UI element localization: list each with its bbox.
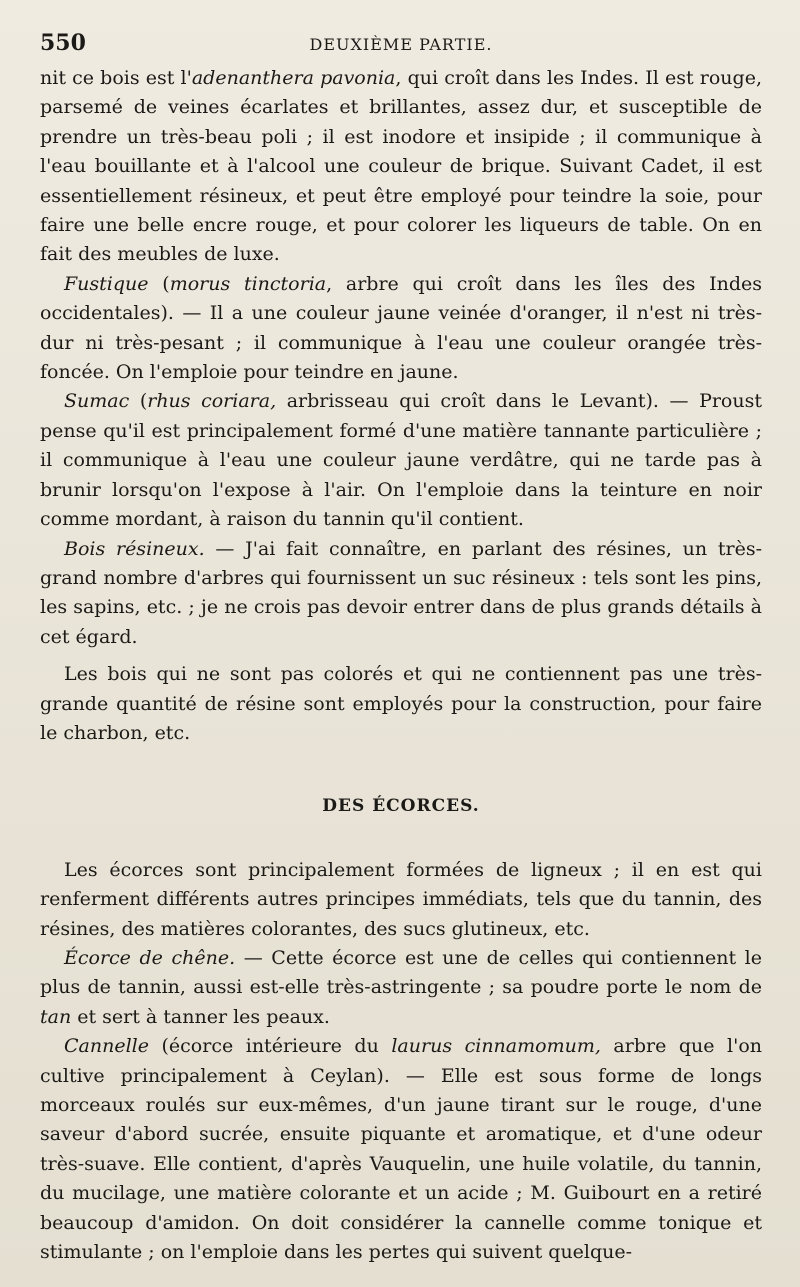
running-head: [40, 30, 762, 64]
text-run: arbre que l'on cultive principalement à Ceylan). — Elle est sous forme de longs morceaux roulés sur eux-mêmes, d'un jaune tirant sur le rouge, d'une saveur d'abord sucrée, ensuite piquante et aromatique, et d'une odeur très-suave. Elle contient, d'après Vauquelin, une huile volatile, du tannin, du mucilage, une matière colorante et un acide ; M. Guibourt en a retiré beaucoup d'amidon. On doit considérer la cannelle comme tonique et stimulante ; on l'emploie dans les pertes qui suivent quelque-: [40, 1035, 762, 1264]
entry-term: Sumac: [64, 390, 130, 413]
paragraph-bois-resineux: [40, 535, 762, 653]
species-name: adenanthera pavonia: [191, 67, 396, 89]
section-heading: DES ÉCORCES.: [322, 796, 480, 817]
text-run: Les bois qui ne sont pas colorés et qui ne contiennent pas une très-grande quantité de résine sont employés pour la construction, pour faire le charbon, etc.: [40, 663, 762, 744]
paragraph-sumac: [40, 387, 762, 534]
paragraph-fustique: [40, 270, 762, 388]
paragraph-adenanthera: [40, 64, 762, 270]
entry-term: Bois résineux.: [64, 537, 205, 560]
paragraph-ecorces-intro: [40, 856, 762, 944]
text-run: nit ce bois est l': [40, 67, 192, 89]
text-run: , qui croît dans les Indes. Il est rouge, parsemé de veines écarlates et brillantes, assez dur, et susceptible de prendre un très-beau poli ; il est inodore et insipide ; il communique à l'eau bouillante et à l'alcool une couleur de brique. Suivant Cadet, il est essentiellement résineux, et peut être employé pour teindre la soie, pour faire une belle encre rouge, et pour colorer les liqueurs de table. On en fait des meubles de luxe.: [40, 67, 762, 266]
text-run: — J'ai fait connaître, en parlant des résines, un très-grand nombre d'arbres qui fournissent un suc résineux : tels sont les pins, les sapins, etc. ; je ne crois pas devoir entrer dans de plus grands détails à cet égard.: [40, 537, 762, 648]
species-name: morus tinctoria: [169, 272, 327, 295]
paragraph-gap: [40, 652, 762, 660]
paragraph-cannelle: [40, 1032, 762, 1267]
page-number: 550: [40, 30, 86, 56]
text-run: et sert à tanner les peaux.: [71, 1005, 330, 1028]
paragraph-bois-construction: [40, 660, 762, 748]
entry-term: Écorce de chêne.: [64, 946, 236, 969]
species-name: rhus coriara,: [147, 390, 277, 413]
running-title: DEUXIÈME PARTIE.: [309, 35, 493, 54]
entry-term: Fustique: [64, 272, 149, 295]
species-name: laurus cinnamomum,: [391, 1035, 601, 1058]
text-run: , arbre qui croît dans les îles des Indes occidentales). — Il a une couleur jaune veinée d'oranger, il n'est ni très-dur ni très-pesant ; il communique à l'eau une couleur orangée très-foncée. On l'emploie pour teindre en jaune.: [40, 272, 763, 384]
text-run: — Cette écorce est une de celles qui contiennent le plus de tannin, aussi est-elle très-astringente ; sa poudre porte le nom de: [40, 946, 763, 999]
text-run: arbrisseau qui croît dans le Levant). — Proust pense qu'il est principalement formé d'une matière tannante particulière ; il communique à l'eau une couleur jaune verdâtre, qui ne tarde pas à brunir lorsqu'on l'expose à l'air. On l'emploie dans la teinture en noir comme mordant, à raison du tannin qu'il contient.: [40, 390, 762, 531]
entry-term: Cannelle: [64, 1035, 149, 1058]
text-run: Les écorces sont principalement formées de ligneux ; il en est qui renferment différents autres principes immédiats, tels que du tannin, des résines, des matières colorantes, des sucs glutineux, etc.: [40, 858, 762, 940]
text-run: (: [148, 272, 170, 295]
text-run: (: [129, 390, 148, 413]
paragraph-ecorce-chene: [40, 944, 762, 1032]
text-run: (écorce intérieure du: [148, 1035, 392, 1058]
term-tan: tan: [40, 1005, 72, 1028]
body-text: [40, 64, 762, 1267]
